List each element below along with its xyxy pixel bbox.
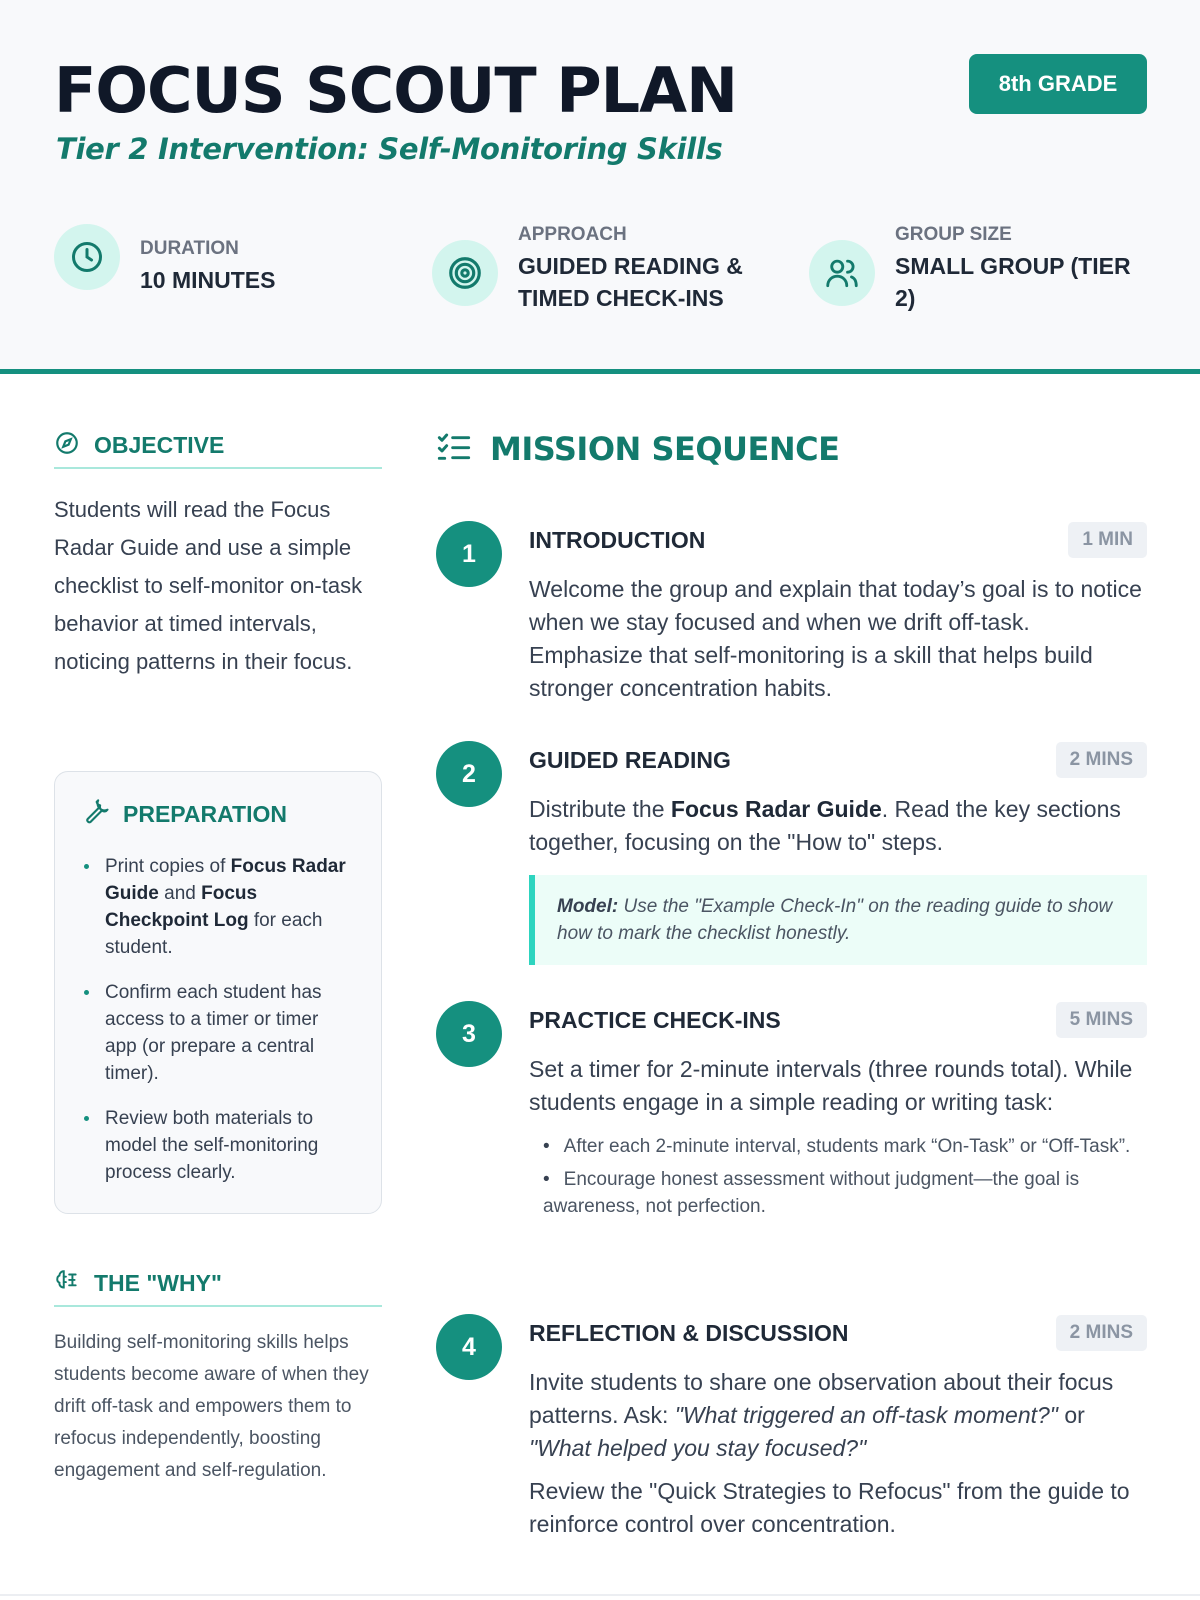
list-item: Print copies of Focus Radar Guide and Focus Checkpoint Log for each student. — [83, 853, 355, 961]
meta-value: 10 MINUTES — [140, 267, 276, 293]
clock-icon — [54, 224, 120, 290]
step-description: Invite students to share one observation about their focus patterns. Ask: "What triggered an off-task moment?" or "What helped you stay focused?" — [529, 1369, 1114, 1461]
step-number: 1 — [436, 521, 502, 587]
step-bullet-list — [529, 1133, 1147, 1220]
why-section — [54, 1268, 382, 1487]
list-item: • After each 2-minute interval, students mark “On-Task” or “Off-Task”. — [543, 1133, 1147, 1160]
step-description: Welcome the group and explain that today’s goal is to notice when we stay focused and when we drift off-task. Emphasize that self-monitoring is a skill that helps build stronger concentration habits. — [529, 576, 1142, 701]
meta-group-size — [809, 224, 1154, 314]
footer-divider — [0, 1594, 1200, 1596]
step-description: Distribute the Focus Radar Guide. Read the key sections together, focusing on the "How to" steps. — [529, 796, 1121, 855]
list-item: Review both materials to model the self-monitoring process clearly. — [83, 1105, 355, 1186]
meta-approach — [432, 224, 762, 314]
preparation-heading — [83, 798, 355, 831]
list-item: Confirm each student has access to a timer or timer app (or prepare a central timer). — [83, 979, 355, 1087]
why-heading — [54, 1268, 382, 1307]
meta-duration — [54, 224, 275, 296]
step-description-followup: Review the "Quick Strategies to Refocus" from the guide to reinforce control over concentration. — [529, 1478, 1130, 1537]
step-number: 3 — [436, 1001, 502, 1067]
target-icon — [432, 240, 498, 306]
preparation-card — [54, 771, 382, 1214]
objective-text: Students will read the Focus Radar Guide and use a simple checklist to self-monitor on-task behavior at timed intervals, noticing patterns in their focus. — [54, 497, 363, 674]
list-item: • Encourage honest assessment without judgment—the goal is awareness, not perfection. — [543, 1166, 1147, 1220]
objective-section — [54, 430, 382, 681]
objective-heading — [54, 430, 382, 469]
users-icon — [809, 240, 875, 306]
step-description: Set a timer for 2-minute intervals (three rounds total). While students engage in a simple reading or writing task: — [529, 1056, 1133, 1115]
meta-label: DURATION — [140, 238, 239, 259]
mission-section — [436, 430, 1147, 468]
step-duration-badge: 5 MINS — [1056, 1002, 1147, 1038]
meta-value: SMALL GROUP (TIER 2) — [895, 253, 1131, 311]
checklist-icon — [436, 431, 472, 468]
step-duration-badge: 2 MINS — [1056, 1315, 1147, 1351]
step-duration-badge: 1 MIN — [1068, 522, 1147, 558]
compass-icon — [54, 430, 80, 461]
preparation-list — [83, 853, 355, 1186]
step-title: PRACTICE CHECK-INS — [529, 1006, 781, 1033]
wrench-icon — [83, 798, 111, 831]
preparation-title: PREPARATION — [123, 801, 287, 827]
page-title: FOCUS SCOUT PLAN — [54, 54, 738, 127]
mission-heading — [436, 430, 1147, 468]
step-number: 2 — [436, 741, 502, 807]
objective-title: OBJECTIVE — [94, 432, 225, 458]
brain-icon — [54, 1268, 80, 1299]
model-callout: Model: Use the "Example Check-In" on the reading guide to show how to mark the checklist honestly. — [529, 875, 1147, 965]
step-duration-badge: 2 MINS — [1056, 742, 1147, 778]
meta-label: GROUP SIZE — [895, 224, 1012, 245]
why-text: Building self-monitoring skills helps students become aware of when they drift off-task and empowers them to refocus independently, boosting engagement and self-regulation. — [54, 1332, 369, 1481]
header — [0, 0, 1200, 374]
step-title: REFLECTION & DISCUSSION — [529, 1319, 849, 1346]
why-title: THE "WHY" — [94, 1270, 222, 1296]
grade-badge: 8th GRADE — [969, 54, 1147, 114]
step-title: INTRODUCTION — [529, 526, 706, 553]
page-subtitle: Tier 2 Intervention: Self-Monitoring Skills — [56, 132, 723, 166]
step-number: 4 — [436, 1314, 502, 1380]
meta-value: GUIDED READING & TIMED CHECK-INS — [518, 253, 743, 311]
mission-title: MISSION SEQUENCE — [490, 430, 840, 468]
step-title: GUIDED READING — [529, 746, 731, 773]
meta-label: APPROACH — [518, 224, 627, 245]
